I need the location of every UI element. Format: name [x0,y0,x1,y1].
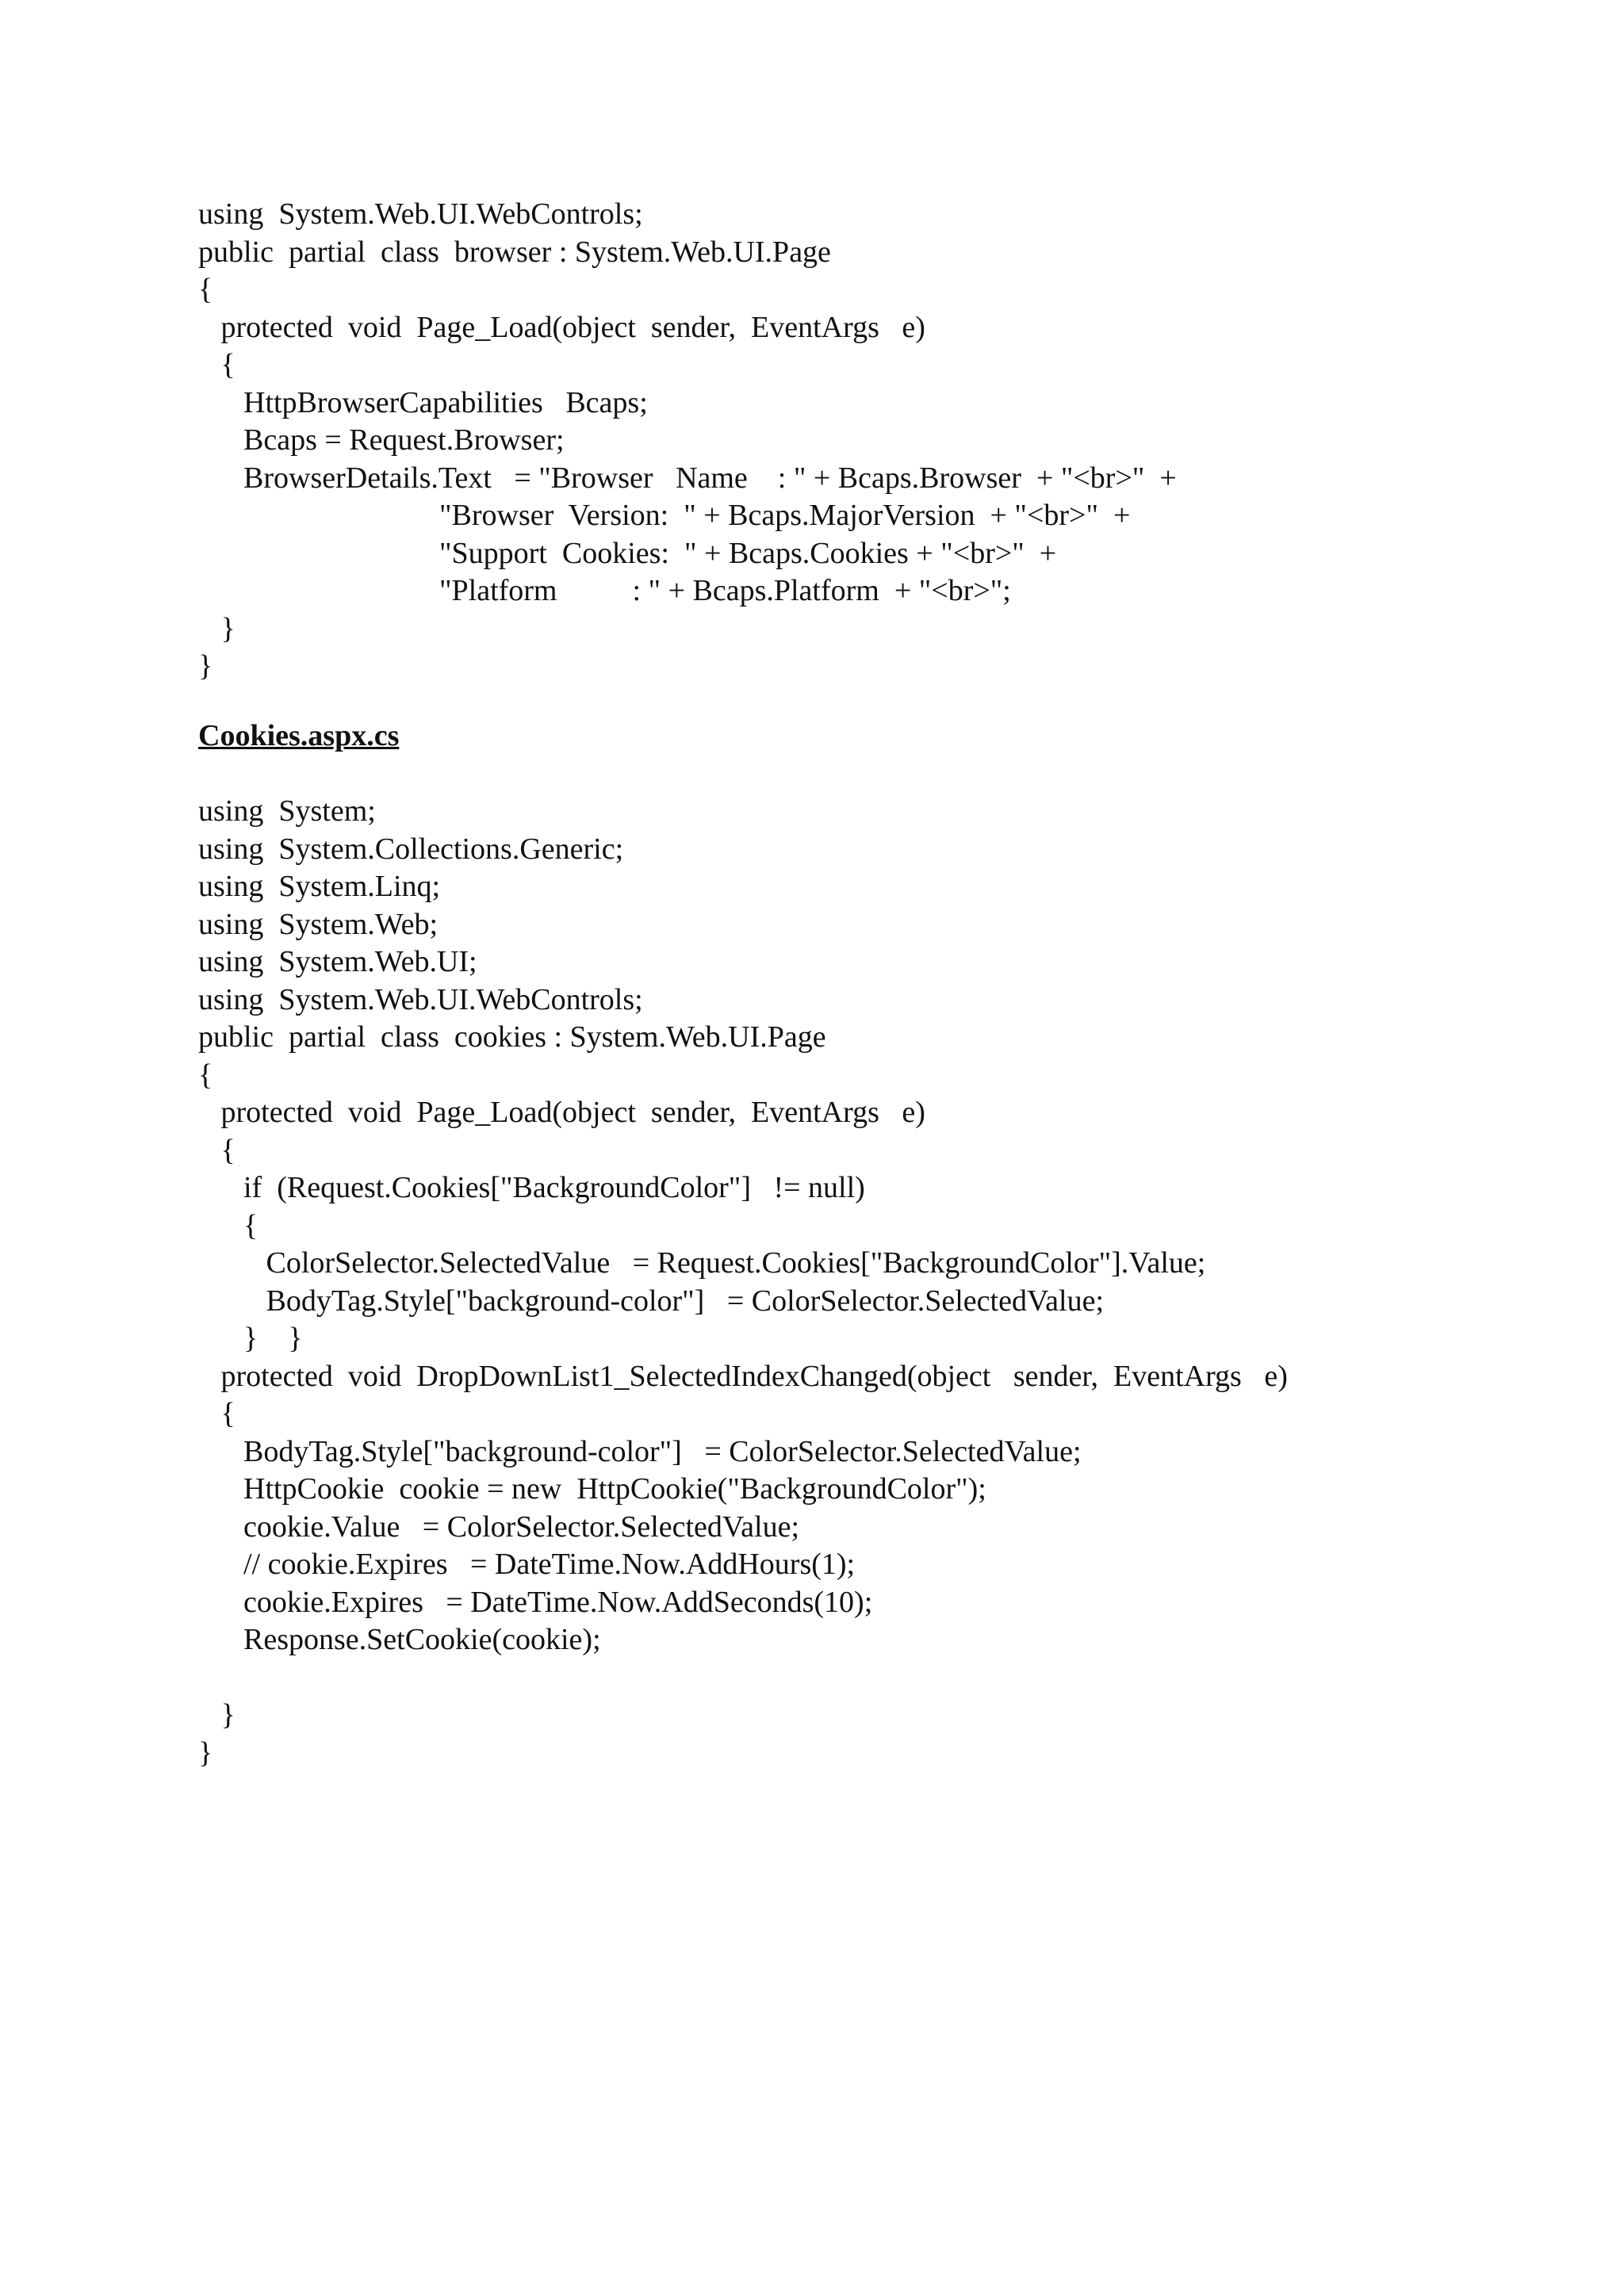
cookies-file-heading: Cookies.aspx.cs [198,719,400,752]
code-line: { [198,348,236,381]
code-line: HttpCookie cookie = new HttpCookie("BackgroundColor"); [198,1472,986,1506]
code-line [198,1659,1288,1697]
code-line: protected void DropDownList1_SelectedIndexChanged(object sender, EventArgs e) [198,1359,1288,1393]
code-line: ColorSelector.SelectedValue = Request.Cookies["BackgroundColor"].Value; [198,1246,1206,1280]
code-line: Response.SetCookie(cookie); [198,1623,601,1656]
code-line: public partial class cookies : System.Web.UI.Page [198,1020,826,1054]
code-line: using System.Web; [198,907,438,941]
code-line: public partial class browser : System.Web.UI.Page [198,235,831,269]
code-line: using System; [198,794,376,828]
code-line: } [198,1735,213,1770]
code-line: using System.Collections.Generic; [198,832,624,866]
code-line: { [198,1397,236,1430]
code-line: cookie.Expires = DateTime.Now.AddSeconds(10); [198,1585,873,1619]
code-line: { [198,1058,213,1092]
code-line: BodyTag.Style["background-color"] = ColorSelector.SelectedValue; [198,1434,1082,1468]
code-line: using System.Web.UI.WebControls; [198,197,643,231]
code-line: using System.Web.UI; [198,945,477,978]
code-line: "Platform : " + Bcaps.Platform + "<br>"; [198,574,1011,607]
code-line: } [198,1698,236,1732]
code-line: "Browser Version: " + Bcaps.MajorVersion + "<br>" + [198,499,1131,532]
cookies-code-block [198,793,1288,1772]
code-line: BrowserDetails.Text = "Browser Name : " + Bcaps.Browser + "<br>" + [198,461,1177,495]
code-line: if (Request.Cookies["BackgroundColor"] != null) [198,1171,865,1204]
code-line: } } [198,1322,303,1355]
code-line: { [198,1133,236,1167]
code-line: using System.Linq; [198,870,441,903]
code-line: cookie.Value = ColorSelector.SelectedValue; [198,1510,799,1544]
code-line: HttpBrowserCapabilities Bcaps; [198,385,648,419]
code-line: } [198,649,213,683]
code-line: using System.Web.UI.WebControls; [198,982,643,1016]
code-line: // cookie.Expires = DateTime.Now.AddHours(1); [198,1548,856,1581]
browser-code-block [198,196,1177,686]
code-line: protected void Page_Load(object sender, EventArgs e) [198,1096,925,1129]
code-line: protected void Page_Load(object sender, EventArgs e) [198,310,925,344]
code-line: { [198,273,213,306]
code-line: "Support Cookies: " + Bcaps.Cookies + "<br>" + [198,536,1057,570]
code-line: BodyTag.Style["background-color"] = ColorSelector.SelectedValue; [198,1284,1105,1318]
code-line: Bcaps = Request.Browser; [198,423,565,457]
code-line: { [198,1208,259,1242]
code-line: } [198,611,236,645]
